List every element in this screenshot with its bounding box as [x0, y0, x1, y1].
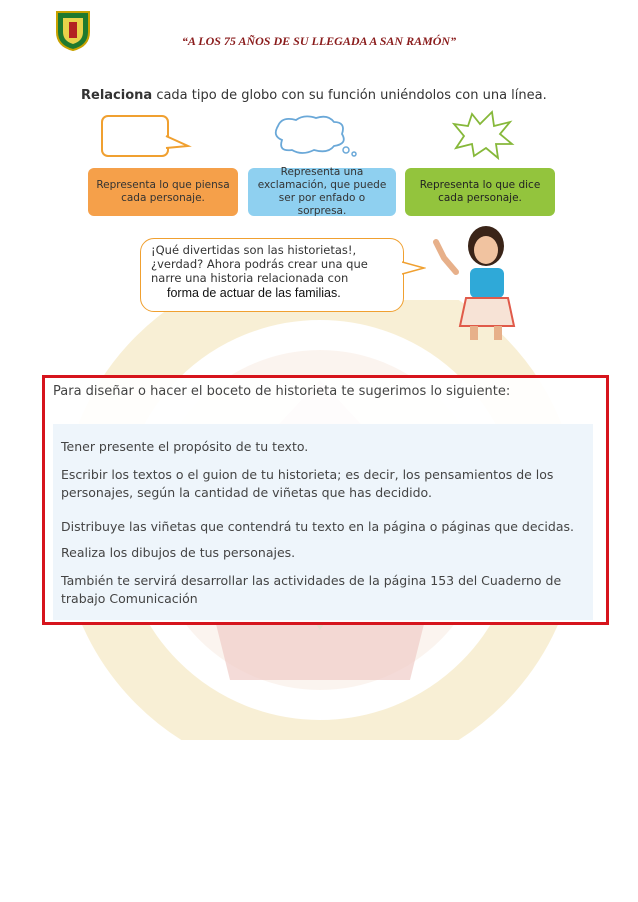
girl-character-icon — [430, 222, 530, 342]
card-speech: Representa lo que dice cada personaje. — [405, 168, 555, 216]
suggestion-item: Distribuye las viñetas que contendrá tu texto en la página o páginas que decidas. — [61, 519, 574, 534]
speech-balloon-icon — [100, 114, 192, 160]
suggestion-item: También te servirá desarrollar las actividades de la página 153 del Cuaderno de trabajo Comunicación — [61, 573, 562, 606]
girl-speech-bubble — [140, 238, 404, 312]
header-title: “A LOS 75 AÑOS DE SU LLEGADA A SAN RAMÓN” — [181, 34, 457, 48]
suggestions-intro: Para diseñar o hacer el boceto de historieta te sugerimos lo siguiente: — [53, 384, 511, 399]
instruction-text: cada tipo de globo con su función uniéndolos con una línea. — [152, 88, 547, 103]
thought-balloon-icon — [268, 114, 368, 160]
suggestions-panel — [53, 424, 593, 620]
speech-last-line: forma de actuar de las familias. — [167, 286, 341, 300]
suggestion-item: Escribir los textos o el guion de tu historieta; es decir, los pensamientos de los personajes, según la cantidad de viñetas que has decidido. — [61, 467, 554, 500]
speech-line: ¿verdad? Ahora podrás crear una que — [151, 257, 368, 271]
speech-line: narre una historia relacionada con — [151, 271, 349, 285]
suggestions-box — [42, 375, 609, 625]
card-exclamation: Representa una exclamación, que puede ser por enfado o sorpresa. — [248, 168, 396, 216]
activity-instruction — [81, 88, 547, 103]
card-thought: Representa lo que piensa cada personaje. — [88, 168, 238, 216]
suggestion-item: Realiza los dibujos de tus personajes. — [61, 545, 296, 560]
speech-line: ¡Qué divertidas son las historietas!, — [151, 243, 357, 257]
instruction-bold: Relaciona — [81, 88, 153, 103]
suggestion-item: Tener presente el propósito de tu texto. — [61, 439, 309, 454]
speech-tail-icon — [402, 258, 426, 278]
exclamation-balloon-icon — [448, 110, 516, 160]
